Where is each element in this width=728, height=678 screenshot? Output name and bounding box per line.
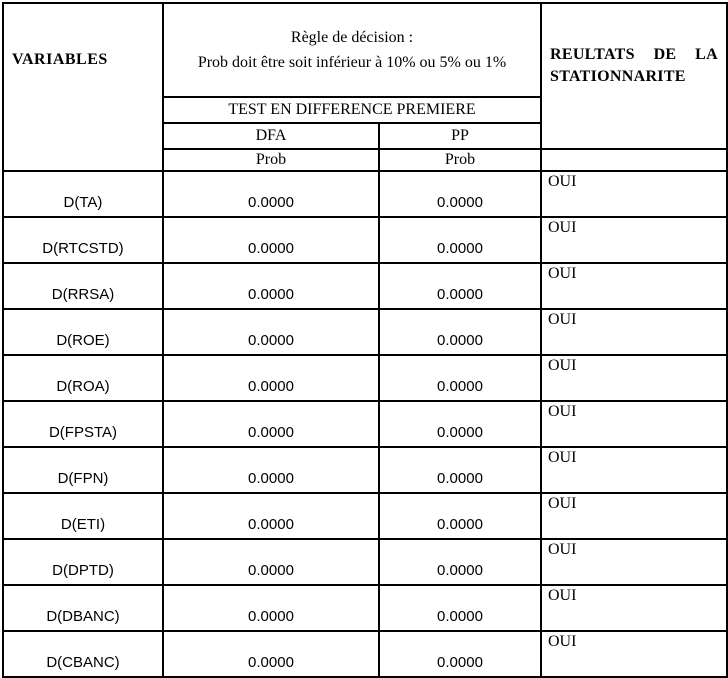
pp-prob-value: 0.0000: [379, 355, 541, 401]
pp-prob-value: 0.0000: [379, 447, 541, 493]
pp-prob-value: 0.0000: [379, 263, 541, 309]
stationarity-result: OUI: [541, 309, 727, 355]
variable-name: D(RRSA): [3, 263, 163, 309]
variable-name: D(RTCSTD): [3, 217, 163, 263]
variable-name: D(DBANC): [3, 585, 163, 631]
header-empty-cell: [541, 149, 727, 171]
table-header: [3, 3, 727, 171]
header-test-difference-premiere: TEST EN DIFFERENCE PREMIERE: [163, 97, 541, 123]
stationarity-result: OUI: [541, 493, 727, 539]
table-row: [3, 171, 727, 217]
table-row: [3, 447, 727, 493]
table-row: [3, 217, 727, 263]
dfa-prob-value: 0.0000: [163, 309, 379, 355]
variable-name: D(TA): [3, 171, 163, 217]
pp-prob-value: 0.0000: [379, 217, 541, 263]
dfa-prob-value: 0.0000: [163, 217, 379, 263]
header-dfa: DFA: [163, 123, 379, 149]
dfa-prob-value: 0.0000: [163, 401, 379, 447]
dfa-prob-value: 0.0000: [163, 493, 379, 539]
dfa-prob-value: 0.0000: [163, 355, 379, 401]
stationarity-result: OUI: [541, 539, 727, 585]
dfa-prob-value: 0.0000: [163, 171, 379, 217]
header-row-decision-rule: [3, 3, 727, 97]
header-decision-rule: [163, 3, 541, 97]
stationarity-result: OUI: [541, 447, 727, 493]
stationarity-result: OUI: [541, 263, 727, 309]
table-row: [3, 493, 727, 539]
dfa-prob-value: 0.0000: [163, 539, 379, 585]
header-prob-dfa: Prob: [163, 149, 379, 171]
table-row: [3, 401, 727, 447]
dfa-prob-value: 0.0000: [163, 263, 379, 309]
table-body: [3, 171, 727, 677]
pp-prob-value: 0.0000: [379, 171, 541, 217]
stationarity-results-table: [2, 2, 728, 678]
dfa-prob-value: 0.0000: [163, 631, 379, 677]
variable-name: D(DPTD): [3, 539, 163, 585]
stationarity-result: OUI: [541, 171, 727, 217]
table-row: [3, 539, 727, 585]
header-pp: PP: [379, 123, 541, 149]
table-row: [3, 263, 727, 309]
stationarity-result: OUI: [541, 631, 727, 677]
table-row: [3, 309, 727, 355]
dfa-prob-value: 0.0000: [163, 447, 379, 493]
pp-prob-value: 0.0000: [379, 309, 541, 355]
variable-name: D(ROE): [3, 309, 163, 355]
dfa-prob-value: 0.0000: [163, 585, 379, 631]
pp-prob-value: 0.0000: [379, 585, 541, 631]
stationarity-result: OUI: [541, 585, 727, 631]
pp-prob-value: 0.0000: [379, 631, 541, 677]
variable-name: D(ETI): [3, 493, 163, 539]
decision-rule-line2: Prob doit être soit inférieur à 10% ou 5% ou 1%: [197, 54, 507, 71]
header-stationarity-results: REULTATS DE LA STATIONNARITE: [541, 3, 727, 149]
stationarity-result: OUI: [541, 217, 727, 263]
pp-prob-value: 0.0000: [379, 493, 541, 539]
decision-rule-line1: Règle de décision :: [290, 29, 414, 46]
variable-name: D(FPN): [3, 447, 163, 493]
variable-name: D(FPSTA): [3, 401, 163, 447]
variable-name: D(CBANC): [3, 631, 163, 677]
pp-prob-value: 0.0000: [379, 539, 541, 585]
header-variables: VARIABLES: [3, 3, 163, 171]
stationarity-result: OUI: [541, 401, 727, 447]
variable-name: D(ROA): [3, 355, 163, 401]
header-prob-pp: Prob: [379, 149, 541, 171]
table-row: [3, 355, 727, 401]
stationarity-result: OUI: [541, 355, 727, 401]
pp-prob-value: 0.0000: [379, 401, 541, 447]
table-row: [3, 585, 727, 631]
table-row: [3, 631, 727, 677]
